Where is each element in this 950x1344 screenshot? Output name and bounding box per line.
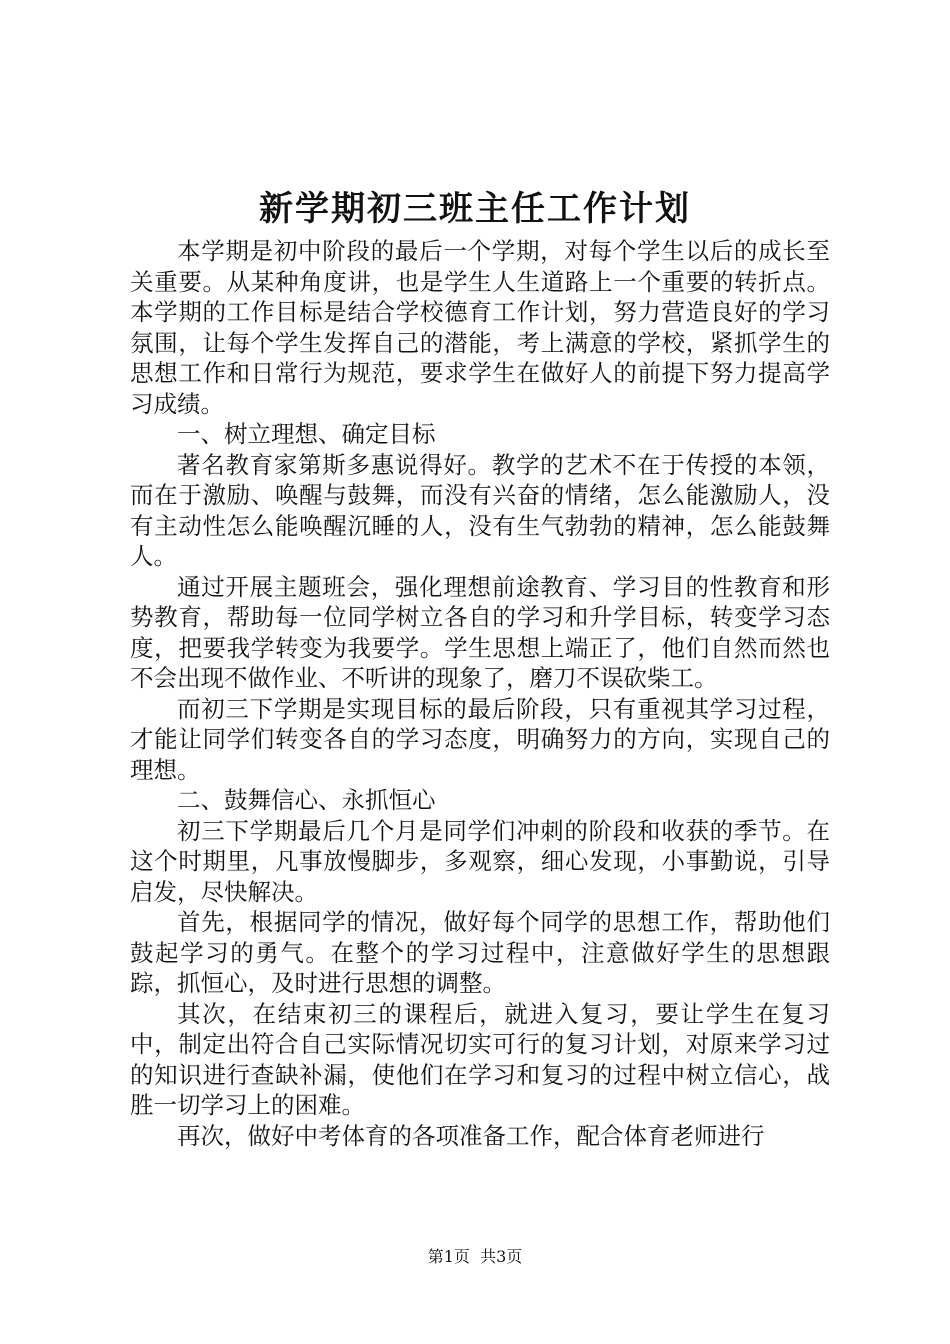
document-title: 新学期初三班主任工作计划 [259,189,691,229]
section-heading-2: 二、鼓舞信心、永抓恒心 [177,786,436,814]
page-number: 第1页 [427,1247,470,1266]
document-body [130,236,830,1151]
paragraph-intro: 本学期是初中阶段的最后一个学期，对每个学生以后的成长至关重要。从某种角度讲，也是学生人生道路上一个重要的转折点。本学期的工作目标是结合学校德育工作计划，努力营造良好的学习氛围，让每个学生发挥自己的潜能，考上满意的学校，紧抓学生的思想工作和日常行为规范，要求学生在做好人的前提下努力提高学习成绩。 [130,237,830,418]
paragraph: 首先，根据同学的情况，做好每个同学的思想工作，帮助他们鼓起学习的勇气。在整个的学习过程中，注意做好学生的思想跟踪，抓恒心，及时进行思想的调整。 [130,908,830,997]
page-total: 共3页 [480,1247,523,1266]
paragraph: 通过开展主题班会，强化理想前途教育、学习目的性教育和形势教育，帮助每一位同学树立各自的学习和升学目标，转变学习态度，把要我学转变为我要学。学生思想上端正了，他们自然而然也不会出现不做作业、不听讲的现象了，磨刀不误砍柴工。 [130,572,830,692]
paragraph: 著名教育家第斯多惠说得好。教学的艺术不在于传授的本领，而在于激励、唤醒与鼓舞，而没有兴奋的情绪，怎么能激励人，没有主动性怎么能唤醒沉睡的人，没有生气勃勃的精神，怎么能鼓舞人。 [130,450,830,570]
section-heading-1: 一、树立理想、确定目标 [177,420,436,448]
page-footer [0,1246,950,1268]
paragraph: 初三下学期最后几个月是同学们冲刺的阶段和收获的季节。在这个时期里，凡事放慢脚步，多观察，细心发现，小事勤说，引导启发，尽快解决。 [130,816,830,906]
paragraph: 其次，在结束初三的课程后，就进入复习，要让学生在复习中，制定出符合自己实际情况切实可行的复习计划，对原来学习过的知识进行查缺补漏，使他们在学习和复习的过程中树立信心，战胜一切学习上的困难。 [130,999,830,1119]
paragraph: 而初三下学期是实现目标的最后阶段，只有重视其学习过程，才能让同学们转变各自的学习态度，明确努力的方向，实现自己的理想。 [130,694,830,784]
paragraph: 再次，做好中考体育的各项准备工作，配合体育老师进行 [177,1121,765,1150]
